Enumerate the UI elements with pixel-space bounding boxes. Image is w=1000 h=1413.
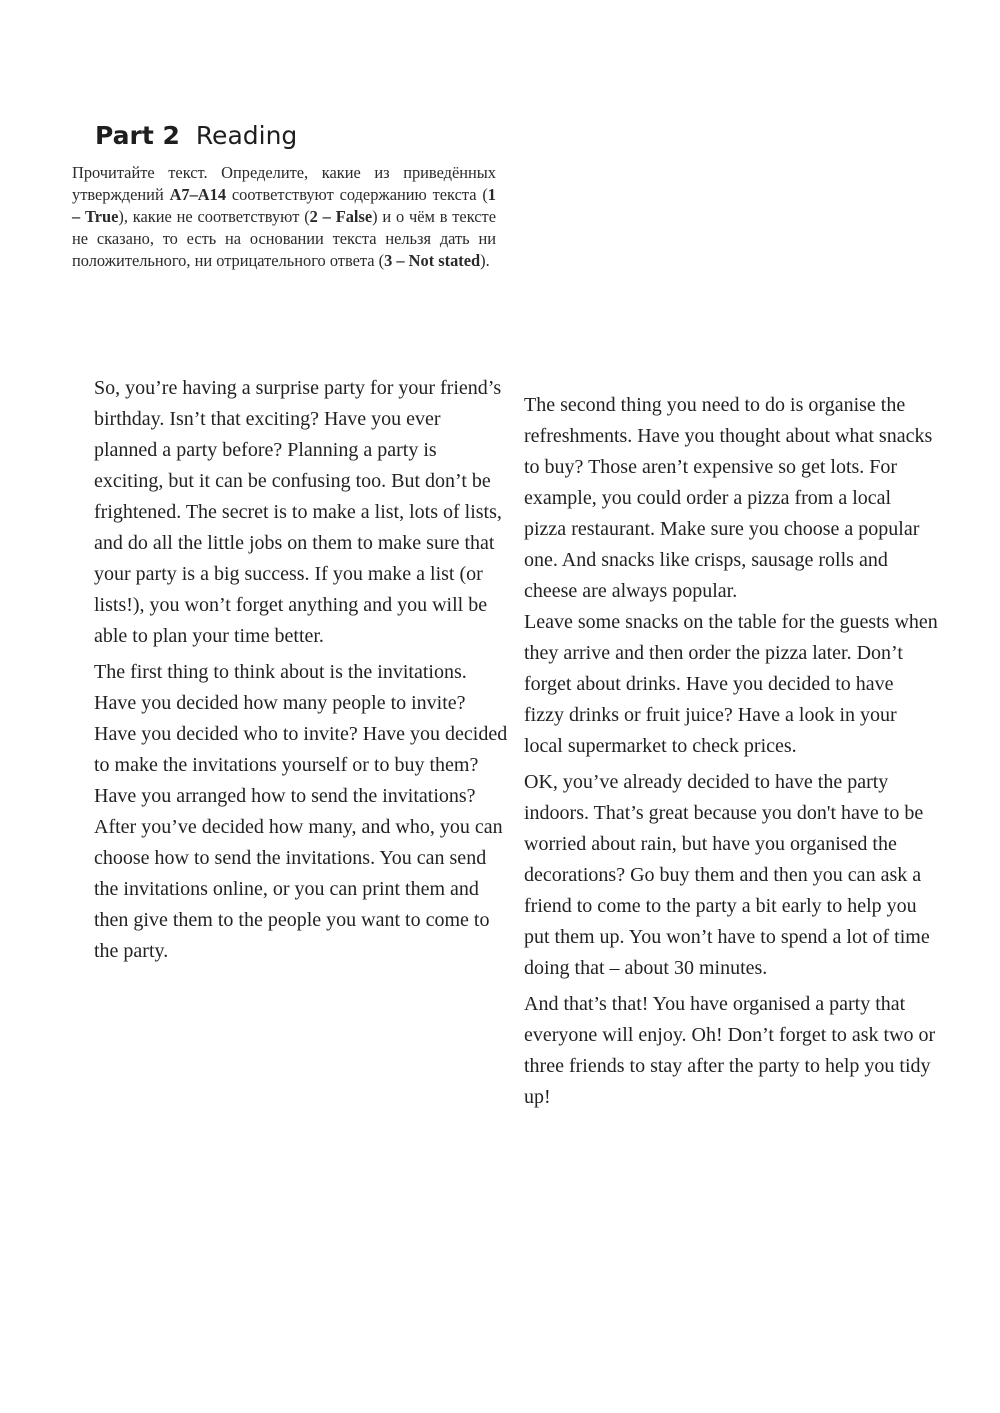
instructions-text: ) и о чём в тексте не сказано, то есть на основании текста нельзя дать ни положительного, ни отрицательного ответа ( — [72, 207, 496, 270]
statement-range: А7–А14 — [169, 185, 227, 204]
paragraph: So, you’re having a surprise party for your friend’s birthday. Isn’t that exciting? Have you ever planned a party before? Planning a party is exciting, but it can be confusing too. But don’t be frightened. The secret is to make a list, lots of lists, and do all the little jobs on them to make sure that your party is a big success. If you make a list (or lists!), you won’t forget anything and you will be able to plan your time better. — [94, 377, 502, 647]
page-title — [95, 118, 297, 154]
paragraph: Leave some snacks on the table for the guests when they arrive and then order the pizza later. Don’t forget about drinks. Have you decided to have fizzy drinks or fruit juice? Have a look in your local supermarket to check prices. — [524, 611, 938, 757]
instructions-text: ). — [480, 251, 490, 270]
paragraph: The second thing you need to do is organise the refreshments. Have you thought about what snacks to buy? Those aren’t expensive so get lots. For example, you could order a pizza from a local pizza restaurant. Make sure you choose a popular one. And snacks like crisps, sausage rolls and cheese are always popular. — [524, 394, 933, 602]
paragraph: The first thing to think about is the invitations. Have you decided how many people to invite? Have you decided who to invite? Have you decided to make the invitations yourself or to buy them? Have you arranged how to send the invitations? After you’ve decided how many, and who, you can choose how to send the invitations. You can send the invitations online, or you can print them and then give them to the people you want to come to the party. — [94, 661, 508, 962]
paragraph: OK, you’ve already decided to have the party indoors. That’s great because you don't have to be worried about rain, but have you organised the decorations? Go buy them and then you can ask a friend to come to the party a bit early to help you put them up. You won’t have to spend a lot of time doing that – about 30 minutes. — [524, 771, 930, 979]
section-title: Reading — [195, 121, 298, 150]
paragraph: And that’s that! You have organised a party that everyone will enjoy. Oh! Don’t forget to ask two or three friends to stay after the party to help you tidy up! — [524, 993, 936, 1108]
instructions-text: Прочитайте текст. Определите, какие из приведённых утверждений — [72, 163, 496, 204]
text-column-right — [524, 390, 938, 1118]
option-false: 2 – False — [309, 207, 373, 226]
instructions-text: ), какие не соответствуют ( — [118, 207, 310, 226]
instructions-text: соответствуют содержанию текста ( — [226, 185, 488, 204]
part-label: Part 2 — [95, 121, 180, 150]
option-true: 1 – True — [72, 185, 496, 226]
text-column-left — [94, 373, 508, 972]
option-not-stated: 3 – Not stated — [384, 251, 481, 270]
instructions — [72, 162, 496, 272]
